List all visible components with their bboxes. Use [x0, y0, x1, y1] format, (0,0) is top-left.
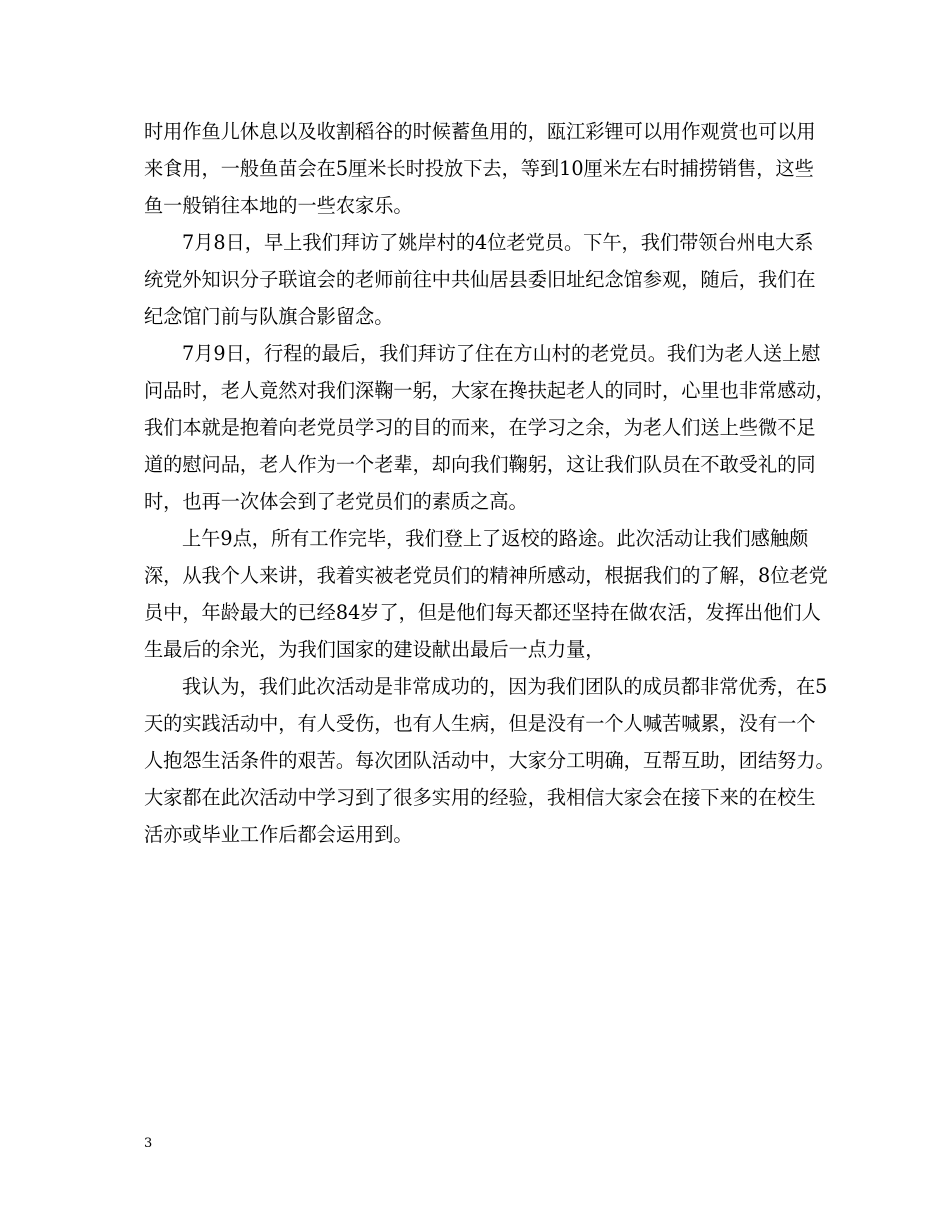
- text-line: 统党外知识分子联谊会的老师前往中共仙居县委旧址纪念馆参观，随后，我们在: [144, 268, 816, 291]
- text-line: 员中，年龄最大的已经84岁了，但是他们每天都还坚持在做农活，发挥出他们人: [144, 601, 821, 624]
- text-line: 大家都在此次活动中学习到了很多实用的经验，我相信大家会在接下来的在校生: [144, 786, 816, 809]
- text-line: 我们本就是抱着向老党员学习的目的而来，在学习之余，为老人们送上些微不足: [144, 416, 816, 439]
- text-line: 道的慰问品，老人作为一个老辈，却向我们鞠躬，这让我们队员在不敢受礼的同: [144, 453, 816, 476]
- text-line: 人抱怨生活条件的艰苦。每次团队活动中，大家分工明确，互帮互助，团结努力。: [144, 749, 835, 772]
- text-line: 7月8日，早上我们拜访了姚岸村的4位老党员。下午，我们带领台州电大系: [182, 231, 814, 254]
- text-line: 问品时，老人竟然对我们深鞠一躬，大家在搀扶起老人的同时，心里也非常感动，: [144, 379, 835, 402]
- text-line: 上午9点，所有工作完毕，我们登上了返校的路途。此次活动让我们感触颇: [182, 527, 809, 550]
- page-number: 3: [144, 1136, 153, 1151]
- text-line: 纪念馆门前与队旗合影留念。: [144, 305, 394, 328]
- text-line: 活亦或毕业工作后都会运用到。: [144, 823, 413, 846]
- text-line: 来食用，一般鱼苗会在5厘米长时投放下去，等到10厘米左右时捕捞销售，这些: [144, 157, 814, 180]
- text-line: 7月9日，行程的最后，我们拜访了住在方山村的老党员。我们为老人送上慰: [182, 342, 821, 365]
- text-line: 时，也再一次体会到了老党员们的素质之高。: [144, 490, 528, 513]
- text-line: 我认为，我们此次活动是非常成功的，因为我们团队的成员都非常优秀，在5: [182, 675, 828, 698]
- text-line: 深，从我个人来讲，我着实被老党员们的精神所感动，根据我们的了解，8位老党: [144, 564, 828, 587]
- text-line: 时用作鱼儿休息以及收割稻谷的时候蓄鱼用的，瓯江彩锂可以用作观赏也可以用: [144, 120, 816, 143]
- text-line: 天的实践活动中，有人受伤，也有人生病，但是没有一个人喊苦喊累，没有一个: [144, 712, 816, 735]
- text-line: 鱼一般销往本地的一些农家乐。: [144, 194, 413, 217]
- text-line: 生最后的余光，为我们国家的建设献出最后一点力量，: [144, 638, 605, 661]
